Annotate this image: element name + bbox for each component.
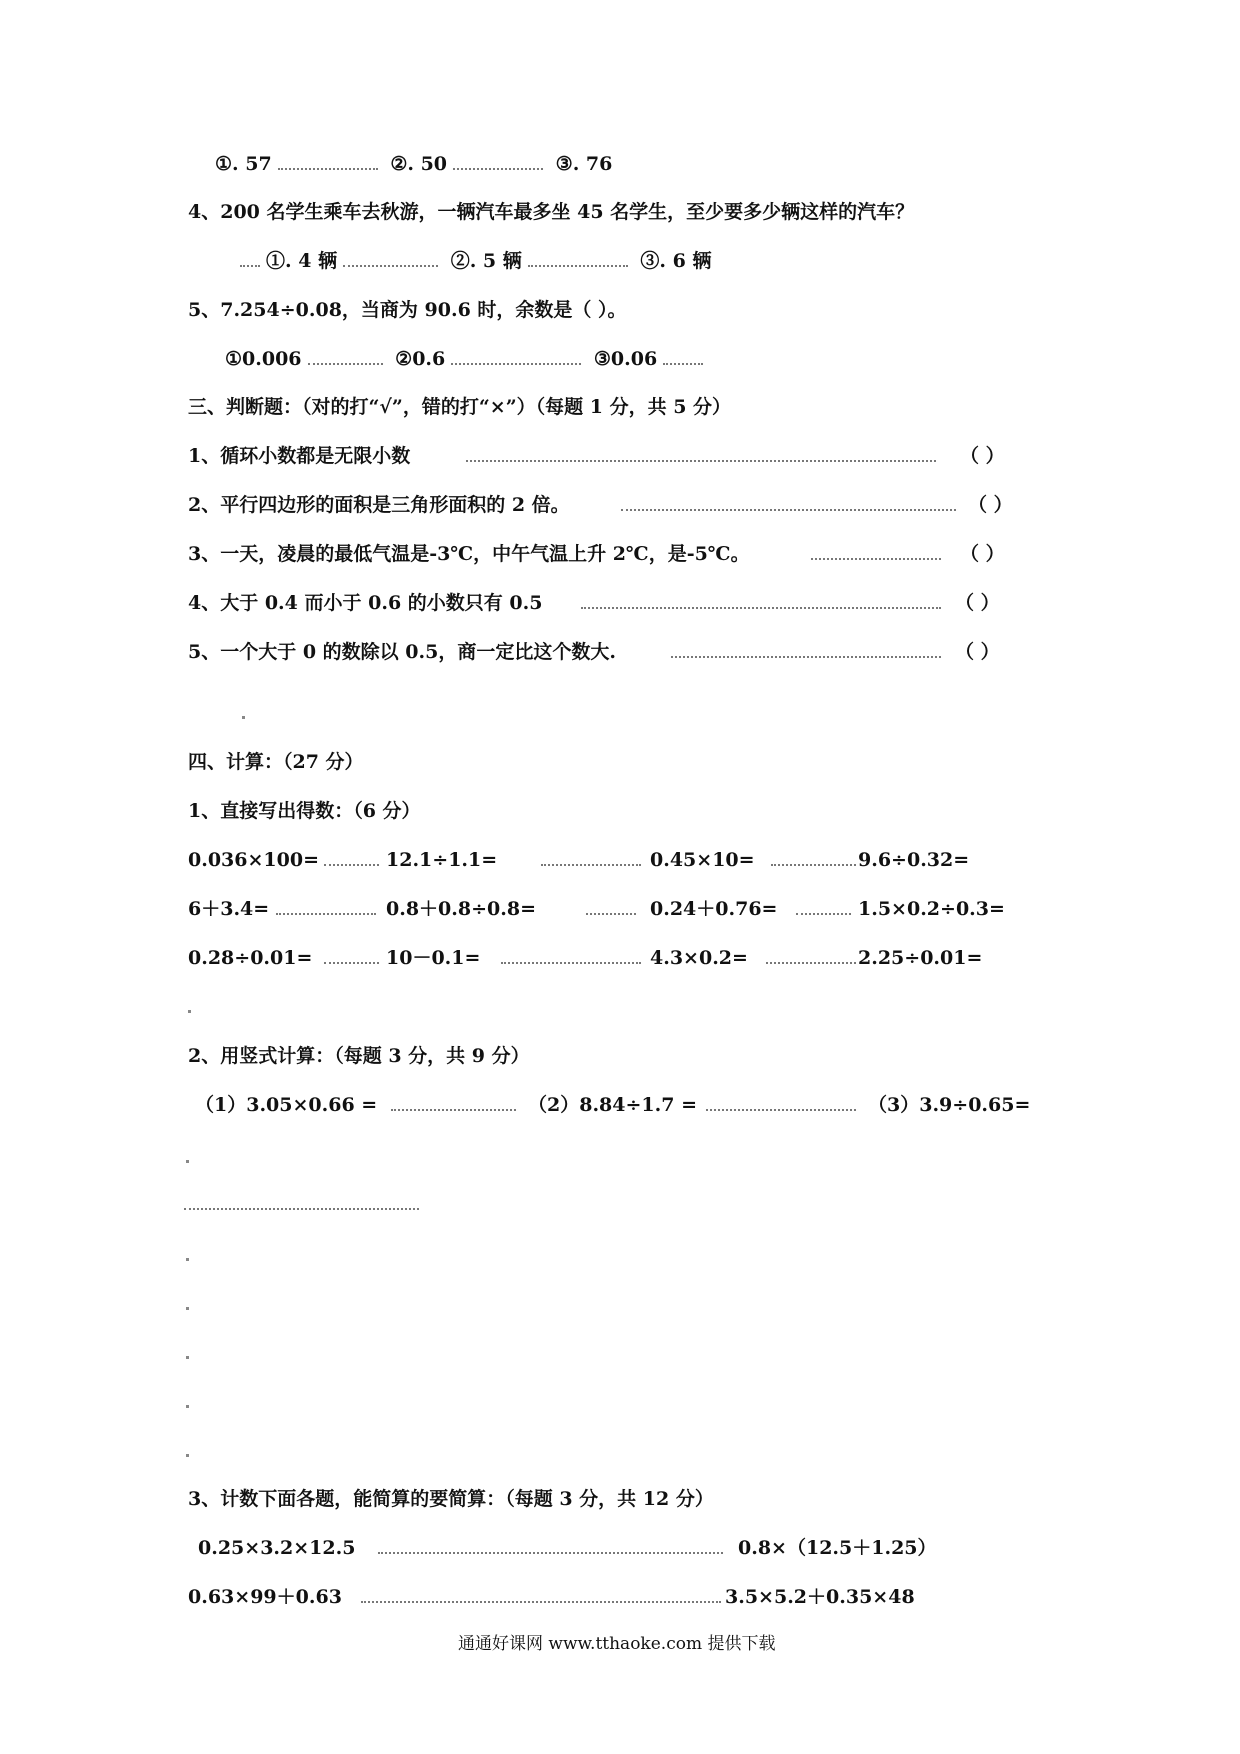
vertical-calc-2: （2）8.84÷1.7 = [528,1094,698,1116]
judge-item-4-paren: （ ） [955,592,1000,614]
oral-calc-r3c4: 2.25÷0.01= [858,947,983,969]
oral-calc-dots [580,895,642,923]
stray-mark [186,1454,189,1457]
work-area-dots [184,1190,419,1218]
oral-calc-dots [270,895,382,923]
section3-title: 三、判断题：（对的打“√”，错的打“×”）（每题 1 分，共 5 分） [188,396,732,418]
oral-calc-dots [790,895,857,923]
q5-text: 5、7.254÷0.08，当商为 90.6 时，余数是（ ）。 [188,299,627,321]
simplify-calc-3: 0.63×99＋0.63 [188,1586,342,1608]
oral-calc-dots [765,846,862,874]
oral-calc-r1c2: 12.1÷1.1= [386,849,498,871]
q4-options-row [240,247,711,275]
section4-title: 四、计算：（27 分） [188,751,364,773]
q4-option-2: ②. 5 辆 [450,250,522,272]
vertical-calc-1: （1）3.05×0.66 = [195,1094,378,1116]
q3-option-3: ③. 76 [555,153,613,175]
q3-option-1: ①. 57 [215,153,272,175]
oral-calc-dots [318,944,385,972]
judge-item-3-paren: （ ） [960,543,1005,565]
oral-calc-r1c1: 0.036×100= [188,849,319,871]
calc1-title: 1、直接写出得数：（6 分） [188,800,421,822]
q3-options-row [215,150,612,178]
oral-calc-dots [495,944,647,972]
judge-item-5-dots [665,638,947,666]
q3-option-2: ②. 50 [390,153,448,175]
judge-item-1-paren: （ ） [960,445,1005,467]
judge-item-1-text: 1、循环小数都是无限小数 [188,445,411,467]
stray-mark [186,1356,189,1359]
stray-mark [186,1258,189,1261]
oral-calc-r2c3: 0.24＋0.76= [650,898,778,920]
oral-calc-r3c1: 0.28÷0.01= [188,947,313,969]
q5-option-2: ②0.6 [395,348,446,370]
oral-calc-dots [760,944,862,972]
oral-calc-r1c4: 9.6÷0.32= [858,849,970,871]
stray-mark [188,1010,191,1013]
oral-calc-dots [318,846,385,874]
stray-mark [186,1160,189,1163]
calc3-title: 3、计数下面各题，能简算的要简算：（每题 3 分，共 12 分） [188,1488,714,1510]
q4-option-3: ③. 6 辆 [640,250,712,272]
oral-calc-dots [535,846,647,874]
simplify-calc-4: 3.5×5.2＋0.35×48 [725,1586,915,1608]
stray-mark [186,1307,189,1310]
q5-option-3: ③0.06 [593,348,658,370]
oral-calc-r3c3: 4.3×0.2= [650,947,748,969]
q4-text: 4、200 名学生乘车去秋游，一辆汽车最多坐 45 名学生，至少要多少辆这样的汽车？ [188,201,915,223]
footer-text: 通通好课网 www.tthaoke.com 提供下载 [458,1634,776,1654]
judge-item-2-dots [615,491,962,519]
stray-mark [242,716,245,719]
judge-item-2-paren: （ ） [968,494,1013,516]
stray-mark [186,1405,189,1408]
judge-item-5-text: 5、一个大于 0 的数除以 0.5，商一定比这个数大. [188,641,616,663]
judge-item-2-text: 2、平行四边形的面积是三角形面积的 2 倍。 [188,494,570,516]
simplify-calc-dots [355,1583,727,1611]
simplify-calc-dots [372,1534,729,1562]
judge-item-4-text: 4、大于 0.4 而小于 0.6 的小数只有 0.5 [188,592,543,614]
q4-option-1: ①. 4 辆 [266,250,338,272]
oral-calc-r1c3: 0.45×10= [650,849,755,871]
judge-item-4-dots [575,589,947,617]
judge-item-3-text: 3、一天，凌晨的最低气温是-3℃，中午气温上升 2℃，是-5℃。 [188,543,750,565]
vertical-calc-3: （3）3.9÷0.65= [868,1094,1031,1116]
q5-options-row [225,345,709,373]
vertical-calc-dots [700,1091,862,1119]
calc2-title: 2、用竖式计算：（每题 3 分，共 9 分） [188,1045,530,1067]
oral-calc-r3c2: 10－0.1= [386,947,481,969]
oral-calc-r2c1: 6＋3.4= [188,898,270,920]
oral-calc-r2c4: 1.5×0.2÷0.3= [858,898,1005,920]
vertical-calc-dots [385,1091,522,1119]
simplify-calc-1: 0.25×3.2×12.5 [198,1537,356,1559]
simplify-calc-2: 0.8×（12.5＋1.25） [738,1537,937,1559]
judge-item-1-dots [460,442,942,470]
q5-option-1: ①0.006 [225,348,302,370]
judge-item-5-paren: （ ） [955,641,1000,663]
oral-calc-r2c2: 0.8＋0.8÷0.8= [386,898,537,920]
judge-item-3-dots [805,540,947,568]
